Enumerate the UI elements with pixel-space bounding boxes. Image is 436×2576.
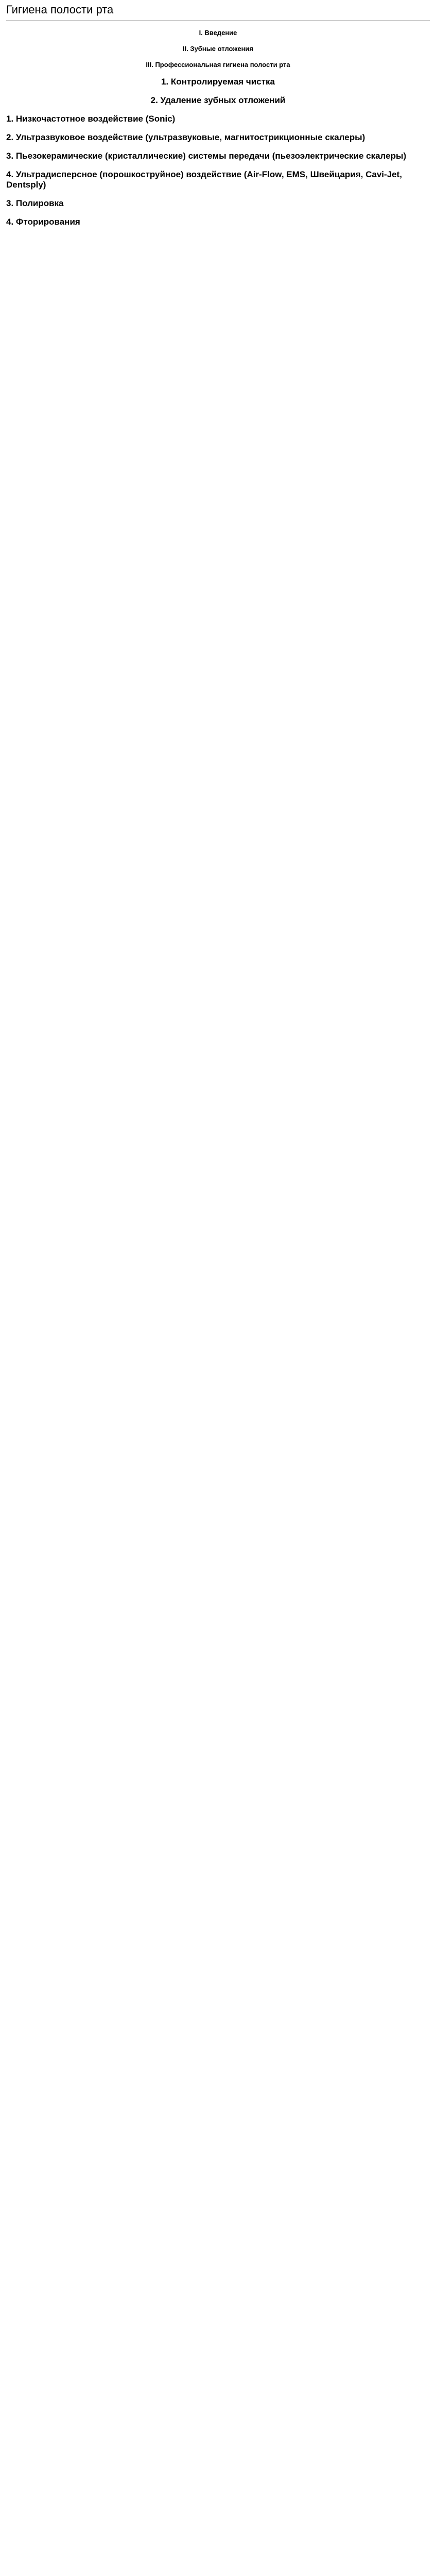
section-heading: 1. Низкочастотное воздействие (Sonic) [6,114,176,124]
document-body [6,29,430,227]
page-title: Гигиена полости рта [6,0,430,21]
section-heading: 1. Контролируемая чистка [161,77,275,87]
section-heading: 3. Пьезокерамические (кристаллические) системы передачи (пьезоэлектрические скалеры) [6,151,407,161]
section-heading: I. Введение [199,29,237,37]
section-heading: 2. Ультразвуковое воздействие (ультразвуковые, магнитострикционные скалеры) [6,132,365,142]
section-heading: 4. Фторирования [6,217,80,227]
section-heading: 2. Удаление зубных отложений [150,95,286,105]
section-heading: III. Профессиональная гигиена полости рта [146,61,290,69]
section-heading: II. Зубные отложения [182,45,254,53]
section-heading: 3. Полировка [6,198,64,208]
section-heading: 4. Ультрадисперсное (порошкоструйное) воздействие (Air-Flow, EMS, Швейцария, Cavi-Jet, Dentsply) [6,170,402,190]
